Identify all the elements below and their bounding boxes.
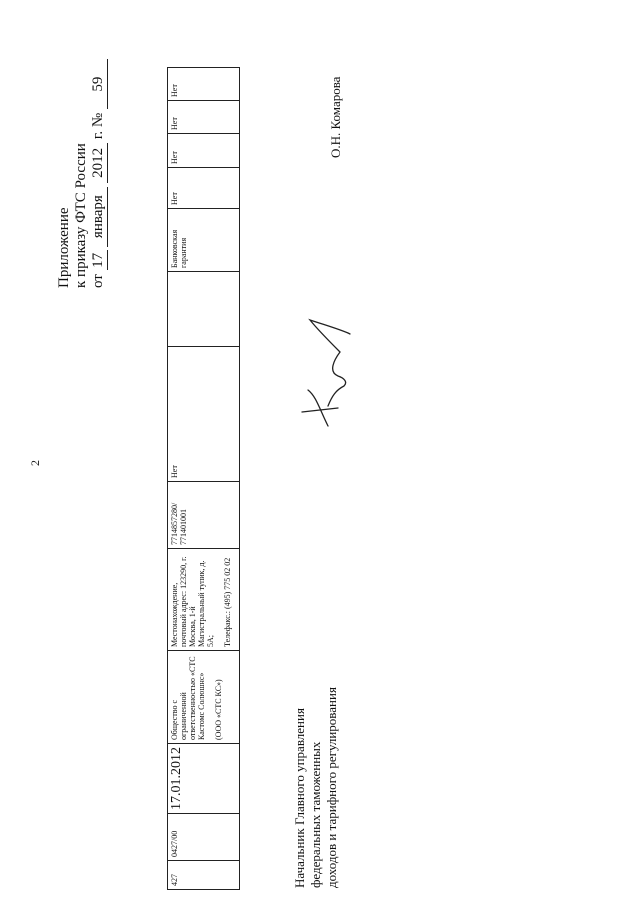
cell-address (168, 549, 240, 651)
signer-name: О.Н. Комарова (328, 76, 343, 158)
registry-table (167, 67, 240, 890)
cell-col8: Нет (168, 168, 240, 209)
order-number: 59 (90, 59, 108, 109)
signer-position-line1: Начальник Главного управления (292, 708, 307, 888)
cell-col11: Нет (168, 68, 240, 101)
cell-guarantee: Банковская гарантия (168, 209, 240, 272)
appendix-header (56, 59, 108, 288)
cell-inn-kpp: 7714857280/ 771401001 (168, 482, 240, 549)
signer-position-line2: федеральных таможенных (308, 741, 323, 888)
cell-organization (168, 651, 240, 744)
cell-branches: Нет (168, 347, 240, 482)
phone-text: Телефакс.: (495) 775 02 02 (223, 557, 232, 647)
cell-col9: Нет (168, 134, 240, 168)
cell-row-number: 427 (168, 861, 240, 890)
cell-empty (168, 272, 240, 347)
cell-reg-number: 0427/00 (168, 814, 240, 861)
signature-title-block (292, 687, 340, 888)
org-short-name: (ООО «СТС КС») (214, 679, 223, 740)
date-year-suffix: г. (90, 130, 106, 140)
date-month: января (90, 187, 108, 247)
date-prefix: от (90, 274, 106, 288)
org-name: Общество с ограниченной ответственностью «СТС Кастомс Солюшнс» (170, 656, 206, 740)
table-row (168, 68, 240, 890)
appendix-title: Приложение (56, 207, 72, 288)
page-number: 2 (28, 460, 42, 466)
address-text: Местонахождение, почтовый адрес: 123290, г. Москва, 1-й Магистральный тупик, д. 5А; (170, 556, 215, 647)
date-year: 2012 (90, 143, 108, 183)
appendix-order-ref: к приказу ФТС России (73, 143, 89, 288)
cell-col10: Нет (168, 101, 240, 134)
number-sign: № (90, 112, 106, 128)
appendix-date-line (90, 59, 108, 288)
cell-date: 17.01.2012 (168, 744, 240, 814)
signer-position-line3: доходов и тарифного регулирования (324, 687, 339, 888)
date-day: 17 (90, 250, 108, 270)
handwritten-signature (298, 300, 358, 430)
